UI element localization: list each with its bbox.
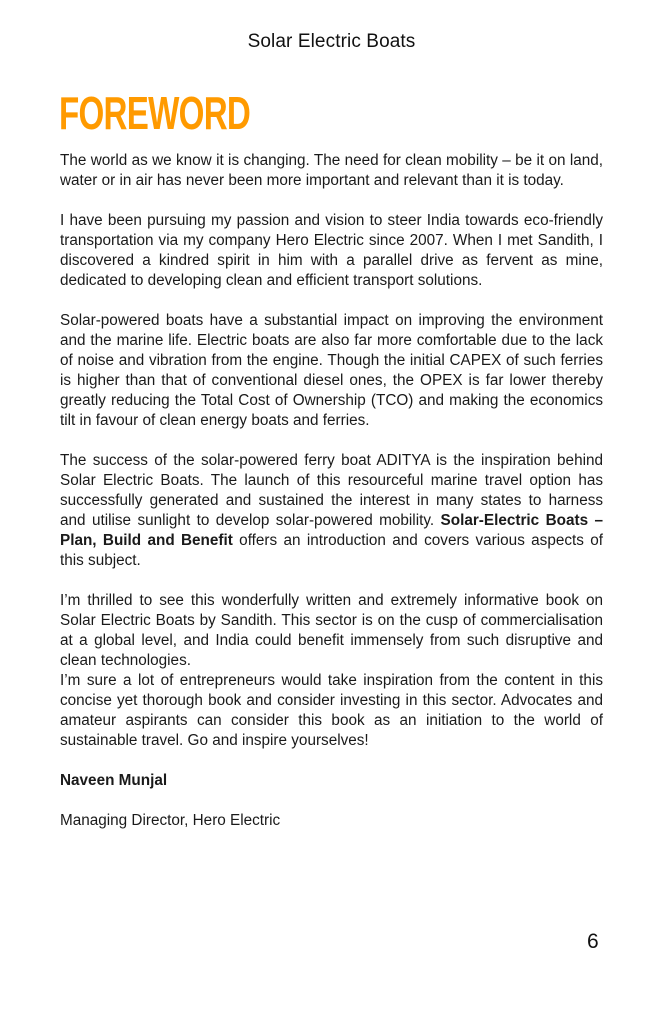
page-number: 6 (587, 930, 599, 953)
paragraph-4-text-before: The success of the solar-powered ferry boat ADITYA is the inspiration behind Solar Electric Boats. The launch of this resourceful marine travel option has successfully generated and sustained the interest in many states to harness and utilise sunlight to develop solar-powered mobility. (60, 452, 603, 529)
running-header: Solar Electric Boats (247, 31, 416, 52)
paragraph-5: I’m thrilled to see this wonderfully written and extremely informative book on Solar Electric Boats by Sandith. This sector is on the cusp of commercialisation at a global level, and India could benefit immensely from such disruptive and clean technologies. (60, 592, 603, 669)
page-title: FOREWORD (59, 87, 251, 139)
signature-role: Managing Director, Hero Electric (60, 812, 281, 829)
paragraph-3: Solar-powered boats have a substantial impact on improving the environment and the marine life. Electric boats are also far more comfortable due to the lack of noise and vibration from the engine. Though the initial CAPEX of such ferries is higher than that of conventional diesel ones, the OPEX is far lower thereby greatly reducing the Total Cost of Ownership (TCO) and making the economics tilt in favour of clean energy boats and ferries. (60, 312, 603, 429)
paragraph-6: I’m sure a lot of entrepreneurs would take inspiration from the content in this concise yet thorough book and consider investing in this sector. Advocates and amateur aspirants can consider this book as an initiation to the world of sustainable travel. Go and inspire yourselves! (60, 672, 603, 749)
book-title-emphasis: Solar-Electric Boats – Plan, Build and Benefit (60, 512, 603, 549)
paragraph-4-text-after: offers an introduction and covers various aspects of this subject. (60, 532, 603, 569)
signature-name: Naveen Munjal (60, 772, 168, 789)
paragraph-1: The world as we know it is changing. The need for clean mobility – be it on land, water or in air has never been more important and relevant than it is today. (60, 152, 603, 189)
paragraph-2: I have been pursuing my passion and vision to steer India towards eco-friendly transportation via my company Hero Electric since 2007. When I met Sandith, I discovered a kindred spirit in him with a parallel drive as fervent as mine, dedicated to developing clean and efficient transport solutions. (60, 212, 603, 289)
foreword-body (60, 151, 603, 851)
paragraph-4 (60, 451, 603, 571)
